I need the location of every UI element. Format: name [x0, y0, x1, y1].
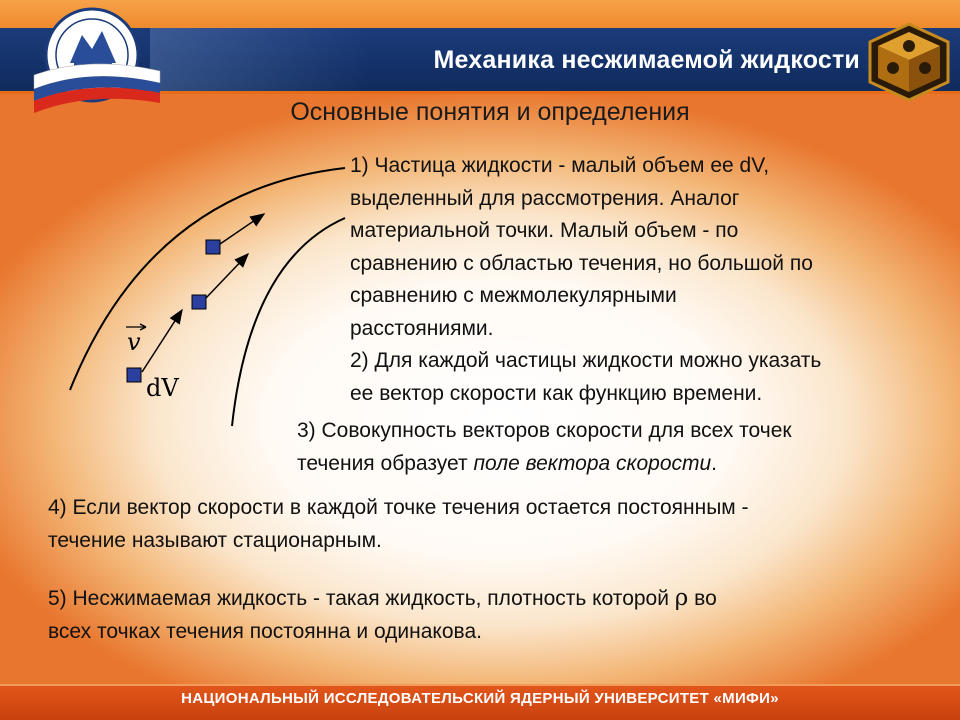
velocity-arrow-2	[206, 254, 248, 298]
point-1-line: материальной точки. Малый объем - по	[350, 219, 739, 242]
point-3-suffix: .	[711, 451, 718, 475]
slide-title: Механика несжимаемой жидкости	[433, 46, 860, 74]
point-2-line: ее вектор скорости как функцию времени.	[350, 381, 763, 405]
point-5	[48, 582, 948, 648]
streamline-inner	[232, 218, 345, 426]
point-1-line: сравнению с областью течения, но большой по	[350, 251, 813, 275]
streamline-diagram	[0, 150, 360, 440]
streamline-outer	[70, 168, 345, 390]
point-3-line	[297, 448, 947, 481]
point-2-line: 2) Для каждой частицы жидкости можно указать	[350, 349, 822, 372]
point-4-line: 4) Если вектор скорости в каждой точке течения остается постоянным -	[48, 496, 749, 519]
volume-label: dV	[146, 374, 179, 402]
rho-symbol: ρ	[674, 585, 689, 611]
slide-subtitle: Основные понятия и определения	[290, 98, 690, 126]
velocity-arrow-3	[220, 214, 264, 244]
mephi-seal-logo-icon	[30, 5, 165, 120]
point-1-line: выделенный для рассмотрения. Аналог	[350, 186, 740, 210]
point-3-prefix: течения образует	[297, 451, 474, 475]
fluid-particle-3	[206, 240, 220, 254]
point-1-line: 1) Частица жидкости - малый объем ее dV,	[350, 154, 770, 177]
footer-university-name: НАЦИОНАЛЬНЫЙ ИССЛЕДОВАТЕЛЬСКИЙ ЯДЕРНЫЙ УНИВЕРСИТЕТ «МИФИ»	[0, 684, 960, 720]
point-5-prefix: 5) Несжимаемая жидкость - такая жидкость, плотность которой	[48, 587, 675, 610]
fluid-particle-2	[192, 295, 206, 309]
point-5-suffix: во	[688, 587, 717, 610]
point-1-line: расстояниями.	[350, 316, 494, 340]
velocity-label: v	[127, 328, 141, 356]
velocity-arrow-1	[142, 310, 182, 372]
point-3-line: 3) Совокупность векторов скорости для всех точек	[297, 419, 792, 442]
fluid-particle-1	[127, 368, 141, 382]
point-3	[297, 415, 947, 480]
point-5-line: всех точках течения постоянна и одинакова.	[48, 619, 482, 643]
point-4	[48, 492, 948, 557]
point-1	[350, 150, 950, 345]
point-4-line: течение называют стационарным.	[48, 528, 382, 552]
point-1-line: сравнению с межмолекулярными	[350, 284, 677, 307]
point-3-italic-term: поле вектора скорости	[473, 451, 712, 475]
point-5-line	[48, 582, 948, 616]
point-2	[350, 345, 950, 410]
cube-logo-icon	[866, 22, 952, 102]
